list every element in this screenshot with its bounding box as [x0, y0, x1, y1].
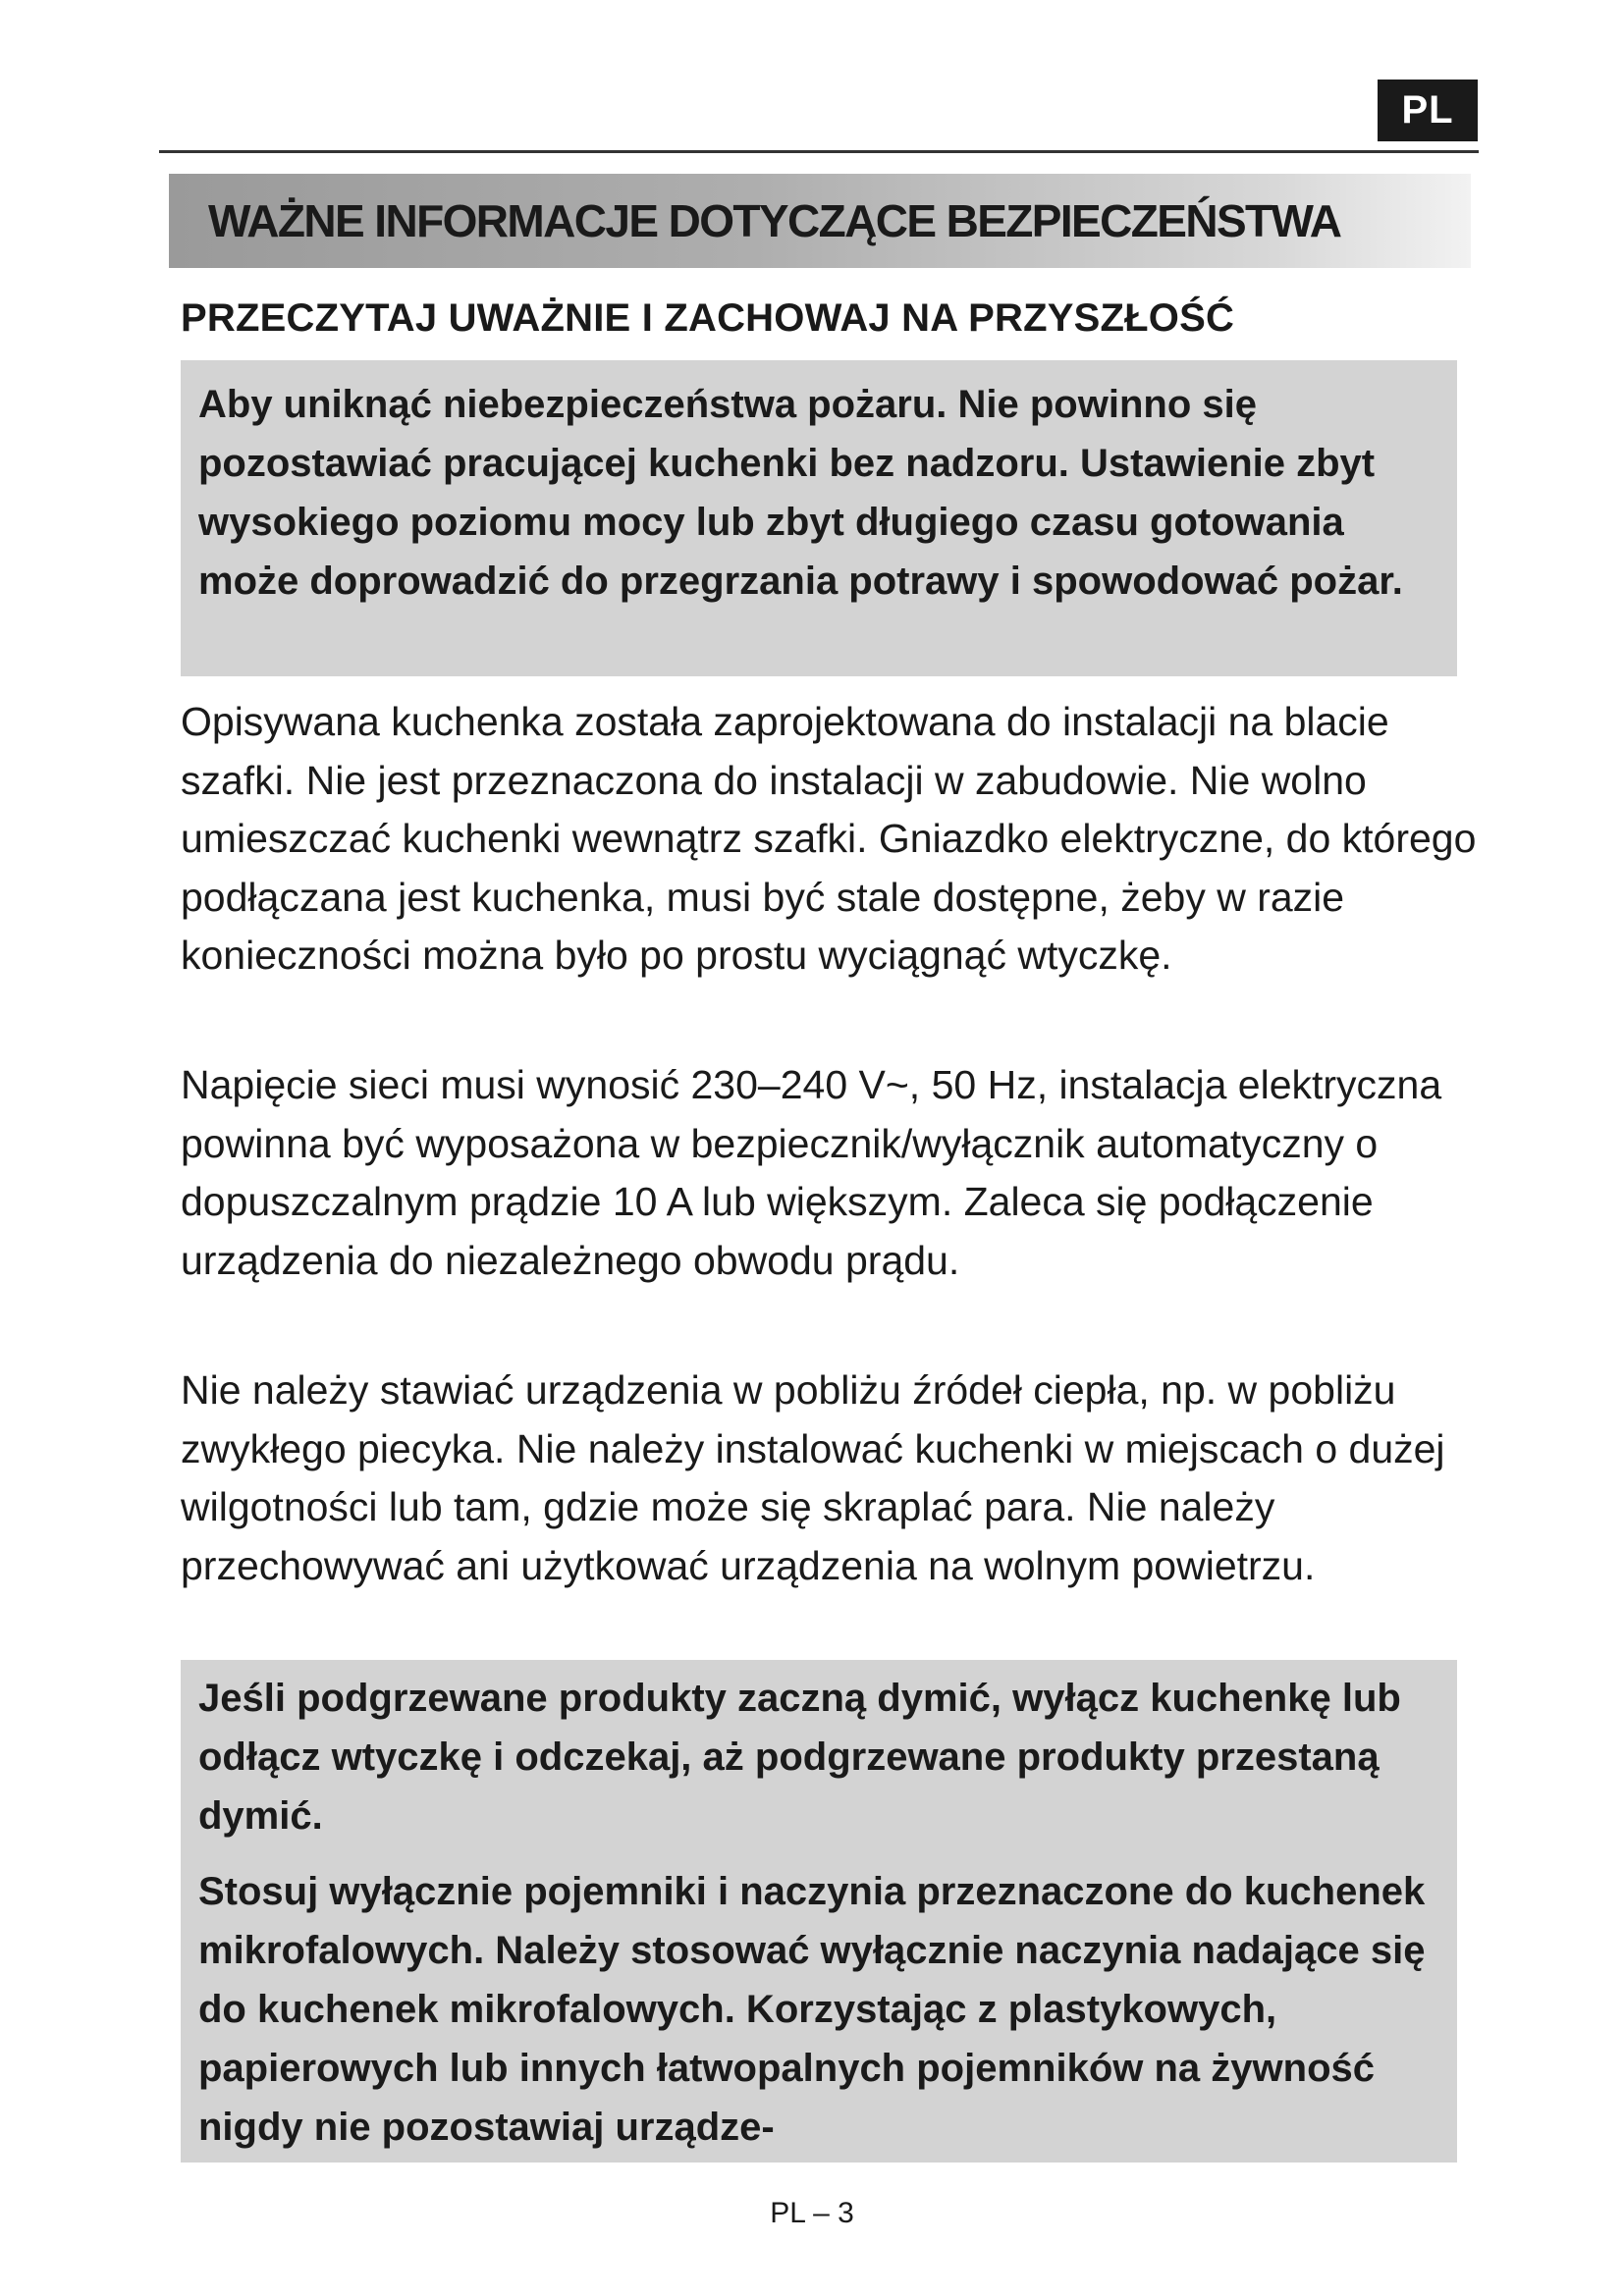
- fire-warning-text: Aby uniknąć niebezpieczeństwa pożaru. Nie powinno się pozostawiać pracującej kuchenki bez nadzoru. Ustawienie zbyt wysokiego poziomu mocy lub zbyt długiego czasu gotowania może doprowadzić do przegrzania potrawy i spowodować pożar.: [198, 383, 1403, 603]
- installation-paragraph: Opisywana kuchenka została zaprojektowana do instalacji na blacie szafki. Nie jest przeznaczona do instalacji w zabudowie. Nie wolno umieszczać kuchenki wewnątrz szafki. Gniazdko elektryczne, do którego podłączana jest kuchenka, musi być stale dostępne, żeby w razie konieczności można było po prostu wyciągnąć wtyczkę.: [181, 699, 1477, 978]
- placement-paragraph: Nie należy stawiać urządzenia w pobliżu źródeł ciepła, np. w pobliżu zwykłego piecyka. Nie należy instalować kuchenki w miejscach o dużej wilgotności lub tam, gdzie może się skraplać para. Nie należy przechowywać ani użytkować urządzenia na wolnym powietrzu.: [181, 1367, 1445, 1588]
- smoke-warning-text: Jeśli podgrzewane produkty zaczną dymić, wyłącz kuchenkę lub odłącz wtyczkę i odczekaj, aż podgrzewane produkty przestaną dymić.: [198, 1677, 1401, 1838]
- fire-warning-box: [181, 360, 1457, 676]
- section-subtitle: PRZECZYTAJ UWAŻNIE I ZACHOWAJ NA PRZYSZŁOŚĆ: [181, 296, 1235, 340]
- power-supply-paragraph: Napięcie sieci musi wynosić 230–240 V~, 50 Hz, instalacja elektryczna powinna być wyposażona w bezpiecznik/wyłącznik automatyczny o dopuszczalnym prądzie 10 A lub większym. Zaleca się podłączenie urządzenia do niezależnego obwodu prądu.: [181, 1062, 1442, 1283]
- usage-warning-box: [181, 1660, 1457, 2163]
- page-number: PL – 3: [770, 2197, 854, 2229]
- containers-warning-text: Stosuj wyłącznie pojemniki i naczynia przeznaczone do kuchenek mikrofalowych. Należy stosować wyłącznie naczynia nadające się do kuchenek mikrofalowych. Korzystając z plastykowych, papierowych lub innych łatwopalnych pojemników na żywność nigdy nie pozostawiaj urządze-: [198, 1870, 1426, 2149]
- header-divider: [159, 150, 1479, 153]
- section-title: WAŻNE INFORMACJE DOTYCZĄCE BEZPIECZEŃSTWA: [208, 195, 1341, 246]
- section-title-band: [169, 174, 1471, 268]
- language-badge: PL: [1378, 80, 1478, 141]
